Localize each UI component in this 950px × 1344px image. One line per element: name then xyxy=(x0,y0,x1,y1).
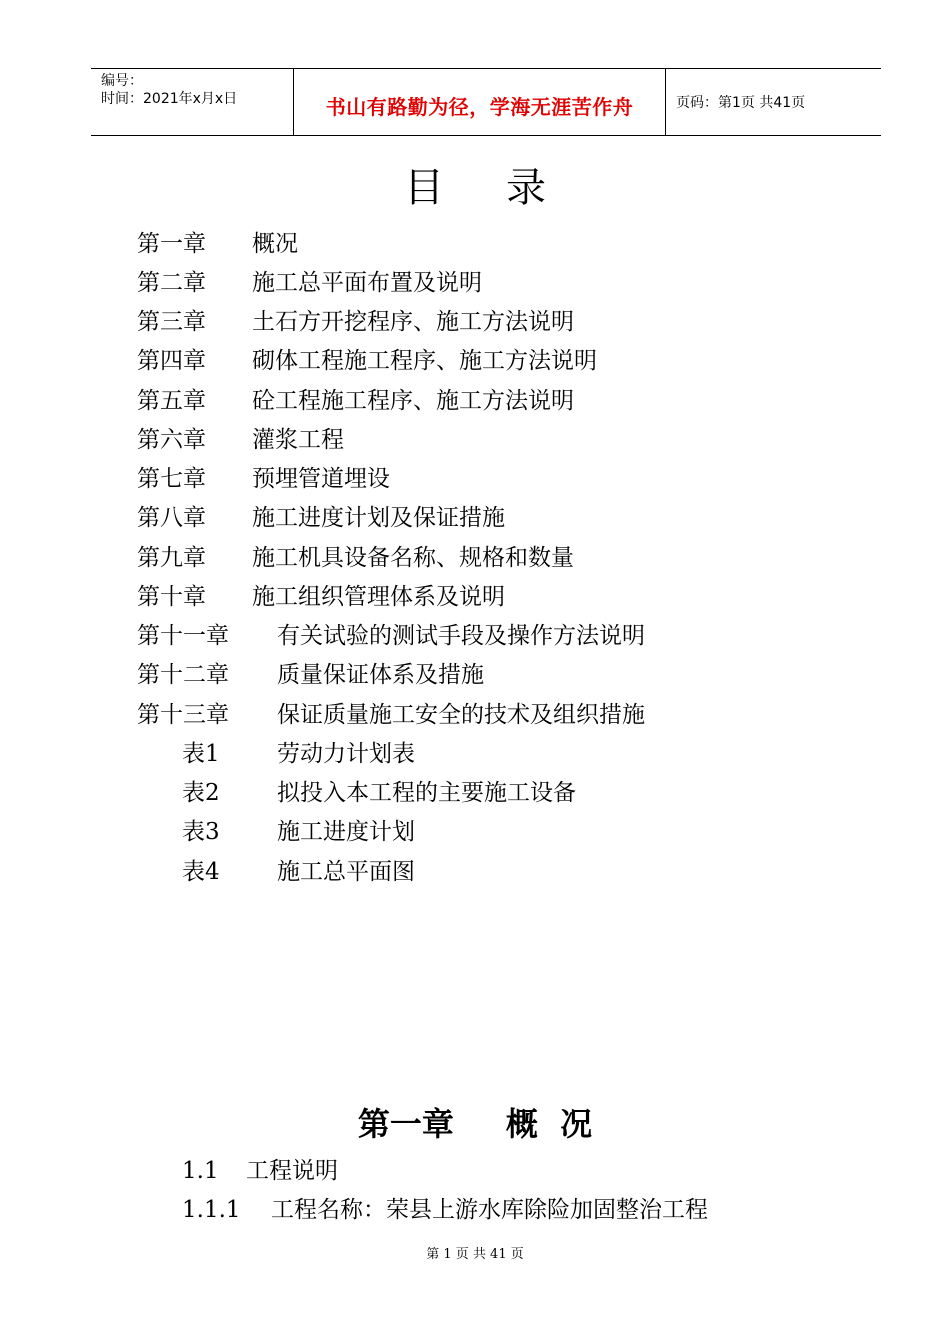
toc-entry-text: 施工机具设备名称、规格和数量 xyxy=(252,545,574,571)
header-page-info: 页码：第1页 共41页 xyxy=(676,95,806,111)
toc-title xyxy=(0,160,950,216)
header-motto: 书山有路勤为径，学海无涯苦作舟 xyxy=(325,95,634,119)
toc-entry-text: 施工进度计划 xyxy=(277,819,415,845)
toc-entry-text: 有关试验的测试手段及操作方法说明 xyxy=(277,623,645,649)
chapter-heading-number: 第一章 xyxy=(357,1105,454,1143)
toc-entry-number: 第九章 xyxy=(137,545,206,571)
chapter-heading-title: 概 况 xyxy=(505,1105,593,1143)
toc-entry-number: 表2 xyxy=(182,780,220,806)
toc-entry-text: 施工总平面布置及说明 xyxy=(252,270,482,296)
toc-entry-number: 表3 xyxy=(182,819,220,845)
header-motto-cell xyxy=(293,69,666,135)
toc-entry-text: 预埋管道埋设 xyxy=(252,466,390,492)
section-number: 1.1 xyxy=(182,1158,219,1184)
toc-entry-number: 第七章 xyxy=(137,466,206,492)
toc-entry-text: 施工组织管理体系及说明 xyxy=(252,584,505,610)
toc-entry-text: 砌体工程施工程序、施工方法说明 xyxy=(252,348,597,374)
toc-entry-number: 第一章 xyxy=(137,231,206,257)
toc-entry-text: 施工进度计划及保证措施 xyxy=(252,505,505,531)
chapter-heading xyxy=(0,1100,950,1148)
subsection-number: 1.1.1 xyxy=(182,1197,241,1223)
toc-entry-text: 拟投入本工程的主要施工设备 xyxy=(277,780,576,806)
toc-entry-text: 土石方开挖程序、施工方法说明 xyxy=(252,309,574,335)
page-footer: 第 1 页 共 41 页 xyxy=(426,1247,524,1262)
toc-title-char-1: 目 xyxy=(404,165,444,211)
section-heading xyxy=(182,1156,338,1186)
subsection-text: 工程名称：荣县上游水库除险加固整治工程 xyxy=(271,1197,708,1223)
toc-entry-number: 第三章 xyxy=(137,309,206,335)
toc-entry-number: 表4 xyxy=(182,859,220,885)
toc-entry-number: 第五章 xyxy=(137,388,206,414)
toc-entry-number: 表1 xyxy=(182,741,220,767)
toc-entry-text: 保证质量施工安全的技术及组织措施 xyxy=(277,702,645,728)
toc-entry-text: 劳动力计划表 xyxy=(277,741,415,767)
toc-entry-number: 第二章 xyxy=(137,270,206,296)
toc-entry-number: 第十章 xyxy=(137,584,206,610)
toc-entry-text: 质量保证体系及措施 xyxy=(277,662,484,688)
toc-entry-number: 第十二章 xyxy=(137,662,229,688)
toc-entry-number: 第八章 xyxy=(137,505,206,531)
document-time-label: 时间：2021年x月x日 xyxy=(101,91,238,107)
section-text: 工程说明 xyxy=(246,1158,338,1184)
header-left-cell xyxy=(91,69,293,135)
toc-entry-text: 灌浆工程 xyxy=(252,427,344,453)
document-number-label: 编号： xyxy=(101,73,143,89)
toc-entry-number: 第四章 xyxy=(137,348,206,374)
toc-entry-text: 施工总平面图 xyxy=(277,859,415,885)
subsection-line xyxy=(182,1195,708,1225)
page-header xyxy=(91,68,881,136)
toc-entry-text: 概况 xyxy=(252,231,298,257)
toc-entry-number: 第十三章 xyxy=(137,702,229,728)
header-right-cell xyxy=(666,69,881,135)
toc-entry-number: 第十一章 xyxy=(137,623,229,649)
toc-entry-text: 砼工程施工程序、施工方法说明 xyxy=(252,388,574,414)
toc-entry-number: 第六章 xyxy=(137,427,206,453)
toc-title-char-2: 录 xyxy=(506,165,546,211)
